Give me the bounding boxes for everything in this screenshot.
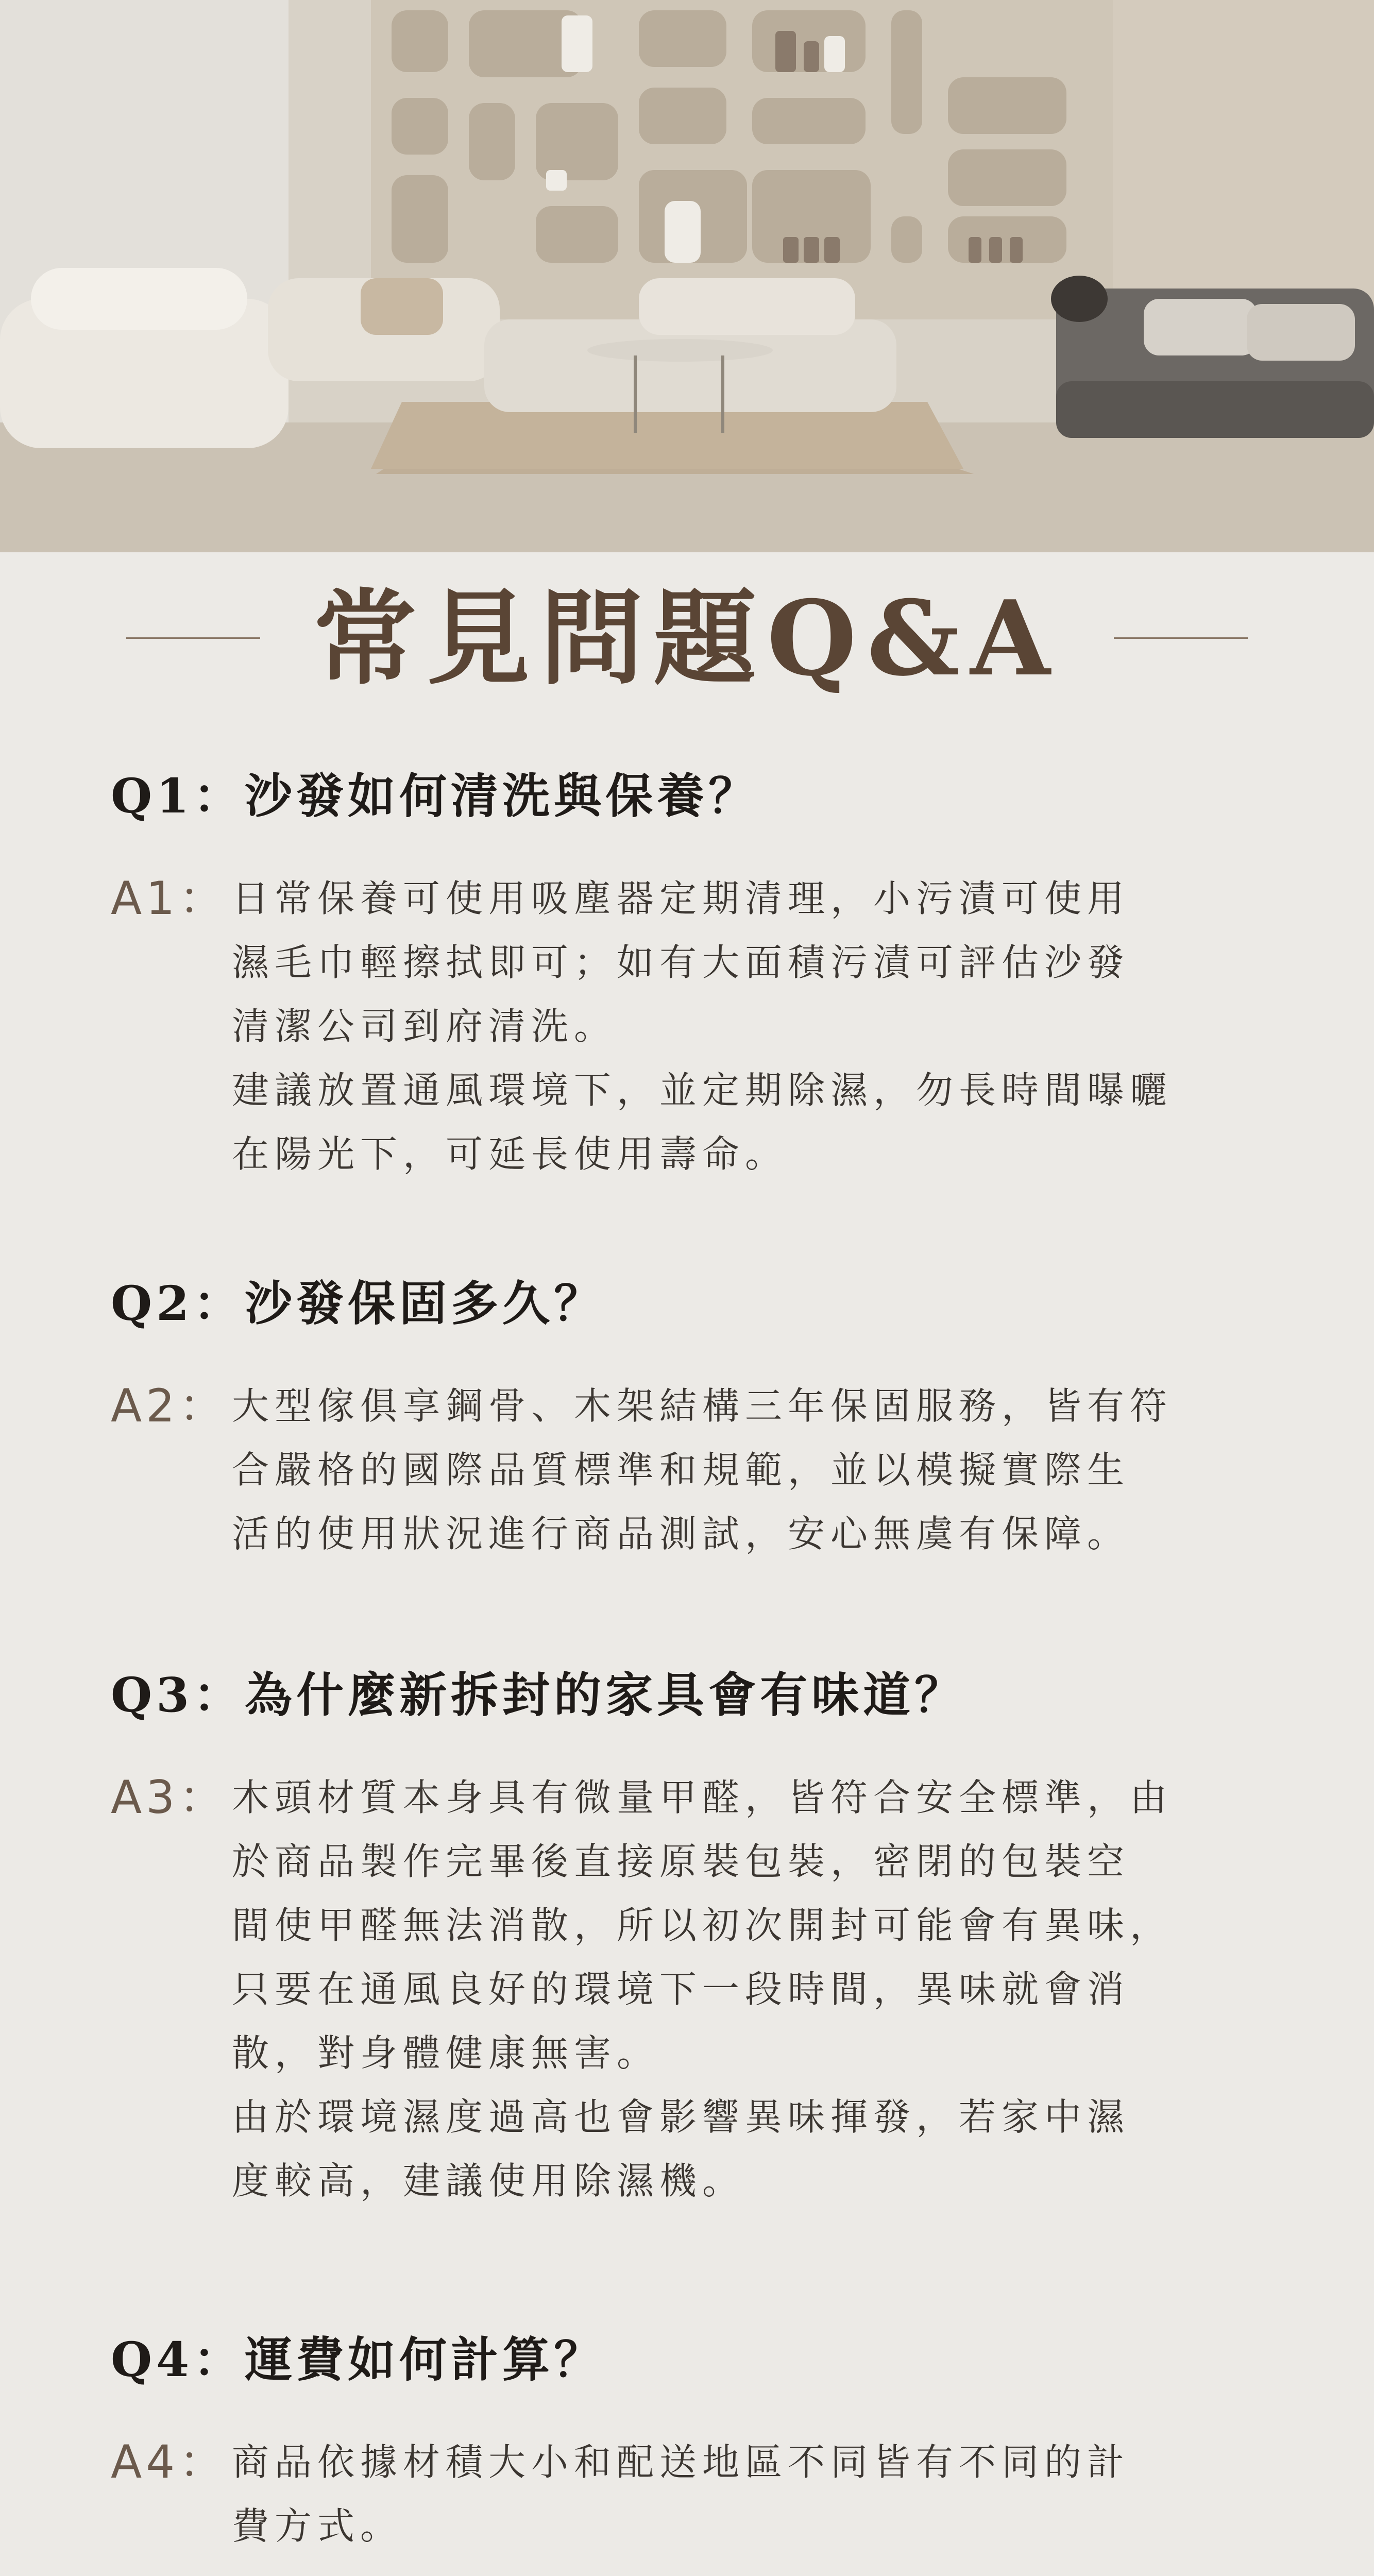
answer-3-line: 於商品製作完畢後直接原裝包裝，密閉的包裝空 <box>232 1840 1130 1883</box>
answer-label-4: A4： <box>111 2435 229 2488</box>
answer-3-line: 只要在通風良好的環境下一段時間，異味就會消 <box>232 1968 1130 2011</box>
answer-1-line: 建議放置通風環境下，並定期除濕，勿長時間曝曬 <box>232 1069 1173 1112</box>
question-2: Q2：沙發保固多久？ <box>111 1276 606 1331</box>
faq-title-row <box>0 567 1374 711</box>
answer-3-line: 散，對身體健康無害。 <box>232 2031 660 2075</box>
living-room-illustration <box>0 0 1374 552</box>
answer-2 <box>111 1374 1275 1566</box>
faq-item-2 <box>111 1275 1275 1566</box>
answer-2-line: 大型傢俱享鋼骨、木架結構三年保固服務，皆有符 <box>232 1384 1173 1428</box>
answer-4-line: 商品依據材積大小和配送地區不同皆有不同的計 <box>232 2441 1130 2484</box>
answer-1-line: 在陽光下，可延長使用壽命。 <box>232 1132 788 1176</box>
answer-3-line: 間使甲醛無法消散，所以初次開封可能會有異味， <box>232 1904 1173 1947</box>
answer-1 <box>111 867 1275 1186</box>
answer-3-line: 木頭材質本身具有微量甲醛，皆符合安全標準，由 <box>232 1776 1173 1819</box>
faq-item-1 <box>111 768 1275 1186</box>
question-3: Q3：為什麼新拆封的家具會有味道？ <box>111 1667 966 1723</box>
answer-label-2: A2： <box>111 1379 229 1432</box>
answer-3-line: 由於環境濕度過高也會影響異味揮發，若家中濕 <box>232 2095 1130 2139</box>
question-4: Q4：運費如何計算？ <box>111 2332 606 2387</box>
answer-3 <box>111 1766 1275 2213</box>
hero-living-room-image <box>0 0 1374 552</box>
answer-2-line: 活的使用狀況進行商品測試，安心無虞有保障。 <box>232 1512 1130 1555</box>
answer-3-line: 度較高，建議使用除濕機。 <box>232 2159 745 2202</box>
answer-label-3: A3： <box>111 1771 229 1824</box>
answer-1-line: 日常保養可使用吸塵器定期清理，小污漬可使用 <box>232 877 1130 920</box>
answer-4-line: 費方式。 <box>232 2504 403 2548</box>
page-title: 常見問題Q&A <box>313 578 1061 699</box>
title-divider-right <box>1114 637 1248 639</box>
answer-1-line: 清潔公司到府清洗。 <box>232 1005 617 1048</box>
answer-1-line: 濕毛巾輕擦拭即可；如有大面積污漬可評估沙發 <box>232 941 1130 984</box>
question-1: Q1：沙發如何清洗與保養？ <box>111 768 760 824</box>
faq-item-4 <box>111 2331 1275 2558</box>
answer-4 <box>111 2430 1275 2558</box>
answer-2-line: 合嚴格的國際品質標準和規範，並以模擬實際生 <box>232 1448 1130 1492</box>
answer-label-1: A1： <box>111 872 229 925</box>
faq-item-3 <box>111 1667 1275 2213</box>
